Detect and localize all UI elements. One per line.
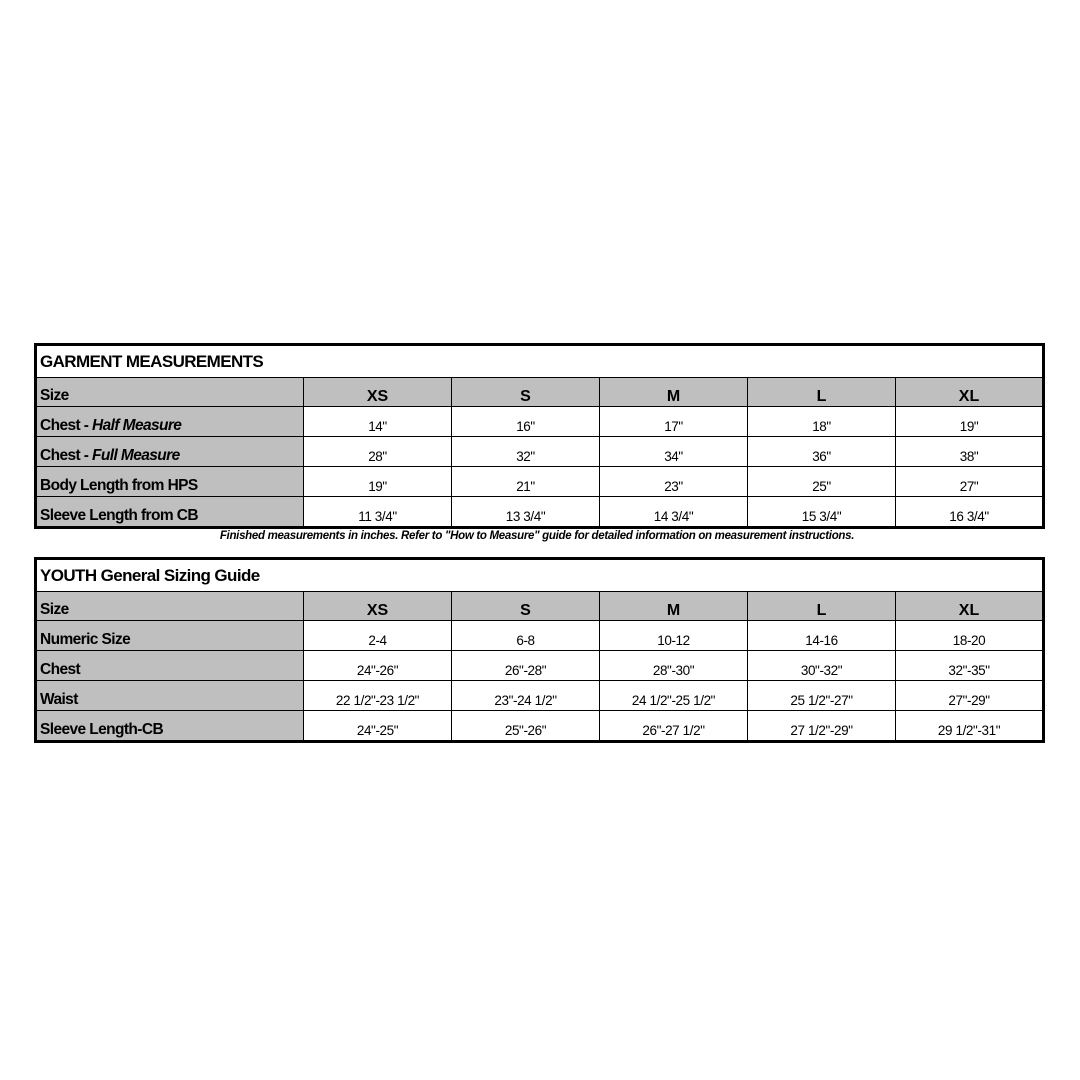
cell-value: 21": [452, 467, 600, 497]
cell-value: 24"-26": [304, 651, 452, 681]
cell-value: 16": [452, 407, 600, 437]
table-row: [36, 681, 1044, 711]
cell-value: 18-20: [896, 621, 1044, 651]
size-header: S: [452, 378, 600, 407]
size-header: XS: [304, 592, 452, 621]
row-label: Chest - Half Measure: [36, 407, 304, 437]
cell-value: 26"-28": [452, 651, 600, 681]
cell-value: 14-16: [748, 621, 896, 651]
cell-value: 6-8: [452, 621, 600, 651]
youth-table-title: YOUTH General Sizing Guide: [36, 559, 1044, 592]
cell-value: 14": [304, 407, 452, 437]
table-row: [36, 651, 1044, 681]
cell-value: 11 3/4": [304, 497, 452, 528]
cell-value: 16 3/4": [896, 497, 1044, 528]
cell-value: 26"-27 1/2": [600, 711, 748, 742]
cell-value: 23": [600, 467, 748, 497]
size-header: XL: [896, 378, 1044, 407]
table-row: [36, 711, 1044, 742]
cell-value: 25 1/2"-27": [748, 681, 896, 711]
table-row: [36, 497, 1044, 528]
cell-value: 27": [896, 467, 1044, 497]
size-header: L: [748, 592, 896, 621]
garment-size-row: [36, 378, 1044, 407]
cell-value: 23"-24 1/2": [452, 681, 600, 711]
cell-value: 13 3/4": [452, 497, 600, 528]
size-header: S: [452, 592, 600, 621]
cell-value: 27"-29": [896, 681, 1044, 711]
row-label: Body Length from HPS: [36, 467, 304, 497]
size-header: XS: [304, 378, 452, 407]
cell-value: 15 3/4": [748, 497, 896, 528]
cell-value: 36": [748, 437, 896, 467]
row-label: Size: [36, 592, 304, 621]
cell-value: 28": [304, 437, 452, 467]
cell-value: 14 3/4": [600, 497, 748, 528]
cell-value: 25"-26": [452, 711, 600, 742]
cell-value: 17": [600, 407, 748, 437]
cell-value: 38": [896, 437, 1044, 467]
cell-value: 30"-32": [748, 651, 896, 681]
size-header: L: [748, 378, 896, 407]
row-label: Sleeve Length from CB: [36, 497, 304, 528]
cell-value: 2-4: [304, 621, 452, 651]
size-header: M: [600, 378, 748, 407]
row-label: Numeric Size: [36, 621, 304, 651]
row-label: Sleeve Length-CB: [36, 711, 304, 742]
garment-measurements-table: [34, 343, 1045, 529]
youth-sizing-table: [34, 557, 1045, 743]
cell-value: 19": [304, 467, 452, 497]
table-row: [36, 621, 1044, 651]
row-label: Chest: [36, 651, 304, 681]
cell-value: 19": [896, 407, 1044, 437]
cell-value: 28"-30": [600, 651, 748, 681]
cell-value: 24 1/2"-25 1/2": [600, 681, 748, 711]
cell-value: 34": [600, 437, 748, 467]
cell-value: 25": [748, 467, 896, 497]
cell-value: 10-12: [600, 621, 748, 651]
cell-value: 18": [748, 407, 896, 437]
cell-value: 22 1/2"-23 1/2": [304, 681, 452, 711]
row-label: Chest - Full Measure: [36, 437, 304, 467]
measurement-note: Finished measurements in inches. Refer to "How to Measure" guide for detailed information on measurement instructions.: [219, 530, 855, 542]
cell-value: 29 1/2"-31": [896, 711, 1044, 742]
size-header: XL: [896, 592, 1044, 621]
row-label: Size: [36, 378, 304, 407]
cell-value: 32": [452, 437, 600, 467]
youth-size-row: [36, 592, 1044, 621]
row-label: Waist: [36, 681, 304, 711]
garment-table-title: GARMENT MEASUREMENTS: [36, 345, 1044, 378]
size-header: M: [600, 592, 748, 621]
cell-value: 24"-25": [304, 711, 452, 742]
cell-value: 32"-35": [896, 651, 1044, 681]
table-row: [36, 467, 1044, 497]
table-row: [36, 437, 1044, 467]
cell-value: 27 1/2"-29": [748, 711, 896, 742]
table-row: [36, 407, 1044, 437]
